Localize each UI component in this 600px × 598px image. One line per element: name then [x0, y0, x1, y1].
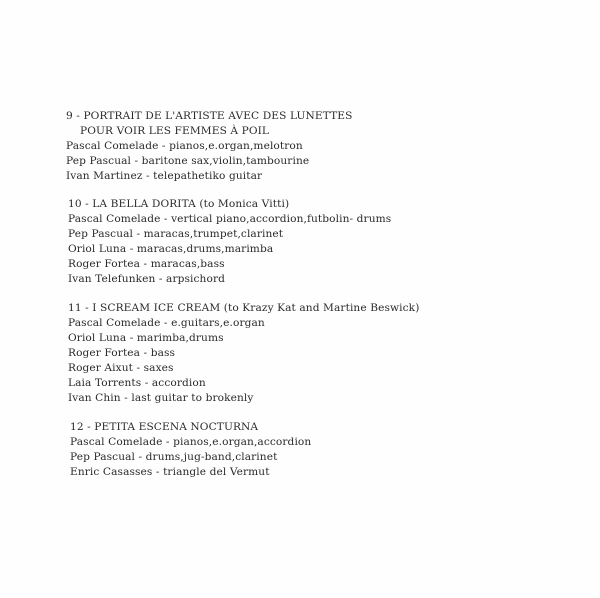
credit-line: Enric Casasses - triangle del Vermut: [70, 466, 270, 478]
track-title: 11 - I SCREAM ICE CREAM (to Krazy Kat and Martine Beswick): [68, 302, 420, 314]
credit-line: Ivan Telefunken - arpsichord: [68, 273, 226, 285]
credit-line: Oriol Luna - maracas,drums,marimba: [68, 243, 274, 255]
track-title-continuation: POUR VOIR LES FEMMES À POIL: [80, 125, 270, 137]
track-title: 9 - PORTRAIT DE L'ARTISTE AVEC DES LUNETTES: [66, 110, 353, 122]
credit-line: Pep Pascual - maracas,trumpet,clarinet: [68, 228, 284, 240]
track-title: 10 - LA BELLA DORITA (to Monica Vitti): [68, 198, 290, 210]
credit-line: Laia Torrents - accordion: [68, 377, 206, 389]
credit-line: Pascal Comelade - vertical piano,accordion,futbolin- drums: [68, 213, 392, 225]
credit-line: Pascal Comelade - e.guitars,e.organ: [68, 317, 265, 329]
credit-line: Pep Pascual - drums,jug-band,clarinet: [70, 451, 278, 463]
credit-line: Oriol Luna - marimba,drums: [68, 332, 224, 344]
track-title: 12 - PETITA ESCENA NOCTURNA: [70, 421, 259, 433]
credit-line: Ivan Martinez - telepathetiko guitar: [66, 170, 263, 182]
credit-line: Roger Aixut - saxes: [68, 362, 174, 374]
credit-line: Pep Pascual - baritone sax,violin,tambourine: [66, 155, 310, 167]
credit-line: Roger Fortea - bass: [68, 347, 176, 359]
credit-line: Pascal Comelade - pianos,e.organ,melotron: [66, 140, 303, 152]
credit-line: Pascal Comelade - pianos,e.organ,accordion: [70, 436, 312, 448]
credit-line: Ivan Chin - last guitar to brokenly: [68, 392, 254, 404]
credit-line: Roger Fortea - maracas,bass: [68, 258, 225, 270]
